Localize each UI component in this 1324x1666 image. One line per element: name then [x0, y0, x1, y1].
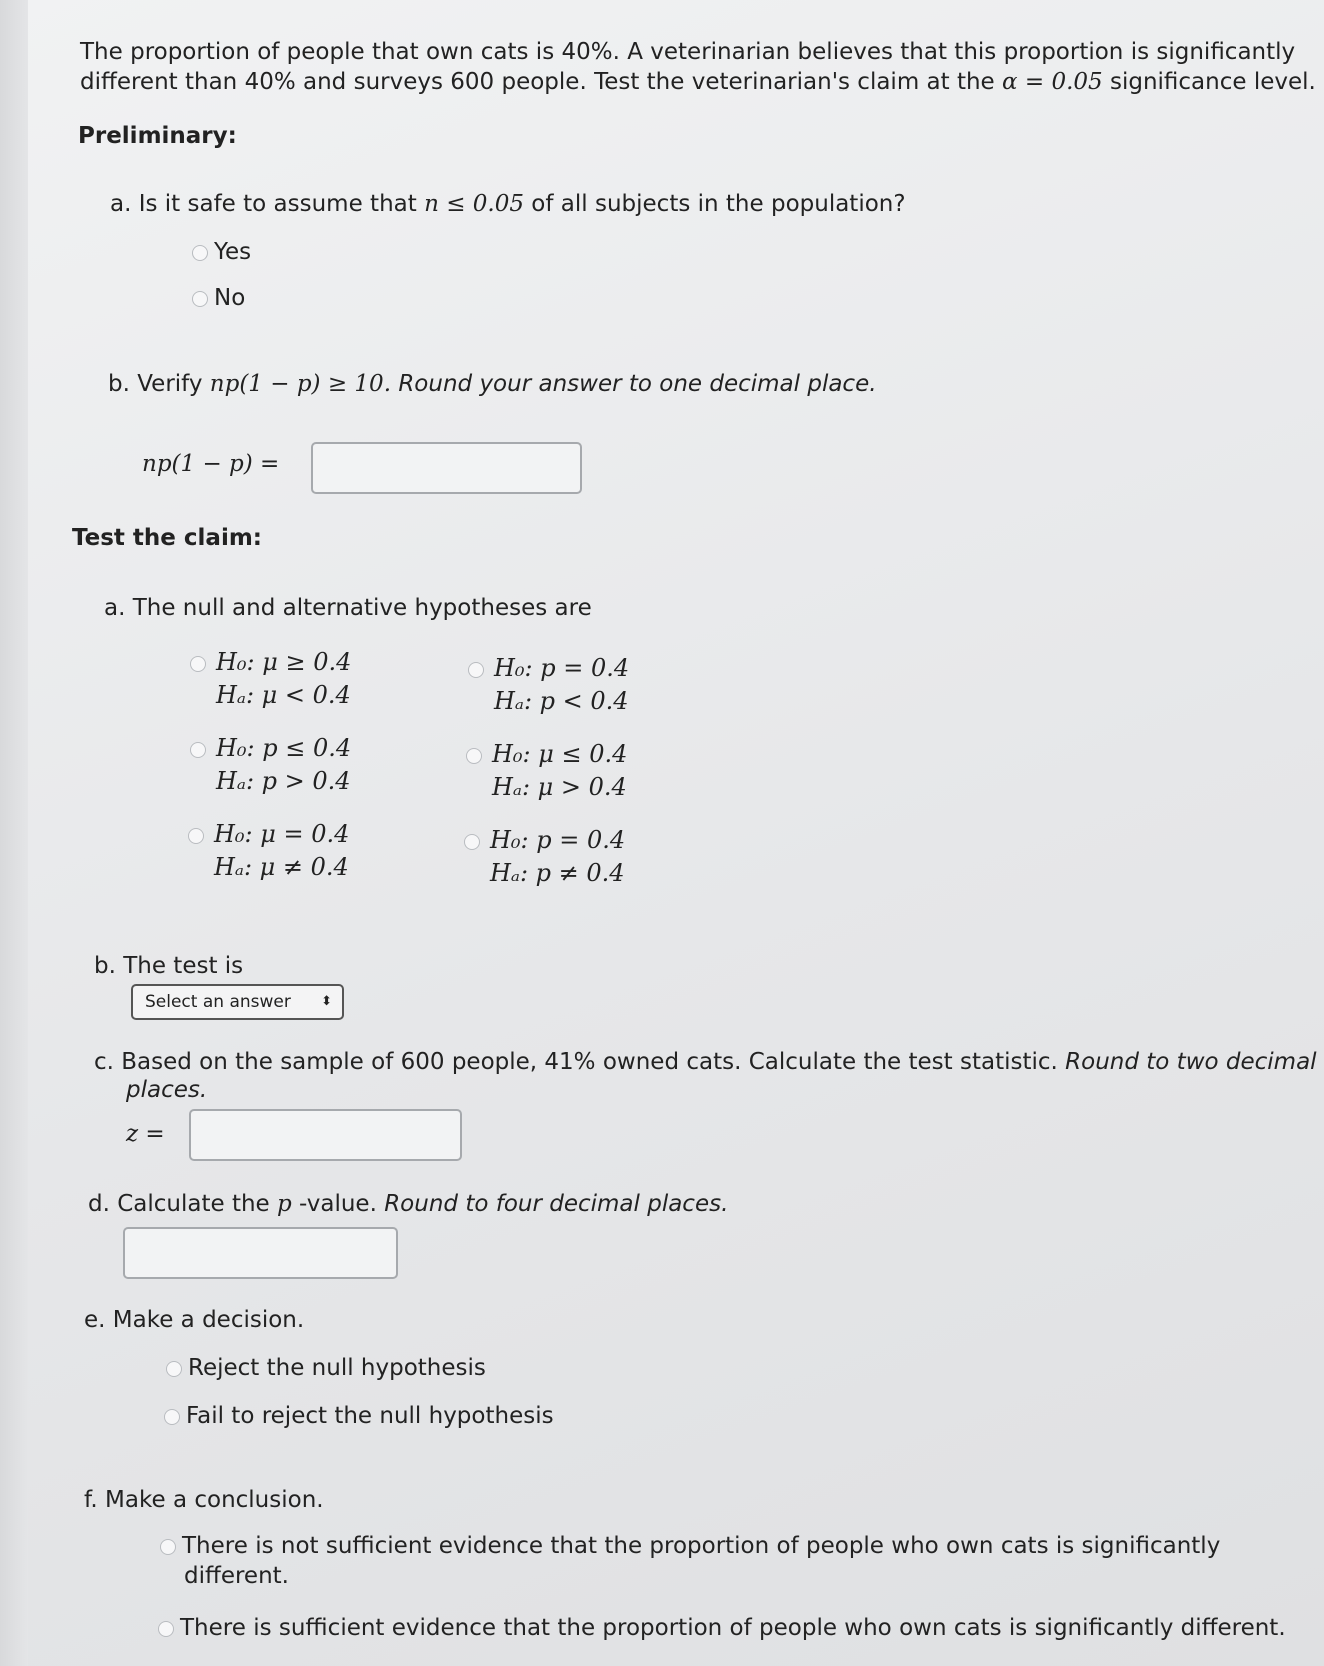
hypothesis-6-h0: H₀: p = 0.4: [490, 826, 626, 854]
problem-line-1: The proportion of people that own cats is 40%. A veterinarian believes that this proportion is significantly: [80, 39, 1296, 65]
hypothesis-option-1[interactable]: [190, 646, 351, 712]
qd-prefix: d. Calculate the: [88, 1191, 278, 1217]
hypothesis-6-ha: Hₐ: p ≠ 0.4: [490, 859, 625, 887]
hypothesis-1-ha: Hₐ: μ < 0.4: [216, 681, 351, 709]
hypothesis-3-h0: H₀: p ≤ 0.4: [216, 734, 352, 762]
select-arrows-icon: ⬍: [321, 994, 332, 1009]
problem-line-2: [80, 68, 1316, 96]
hypothesis-4-h0: H₀: μ ≤ 0.4: [492, 740, 628, 768]
np-input-label: np(1 − p) =: [142, 451, 280, 477]
hypothesis-2-ha: Hₐ: p < 0.4: [494, 687, 629, 715]
test-type-select[interactable]: [131, 984, 344, 1020]
radio-no-label: No: [214, 285, 246, 311]
p-value-question: [88, 1190, 728, 1218]
radio-circle-icon[interactable]: [466, 748, 482, 764]
hypothesis-option-2[interactable]: [468, 652, 629, 718]
qb-math: np(1 − p) ≥ 10.: [209, 371, 392, 397]
np-answer-input[interactable]: [311, 442, 582, 494]
radio-circle-icon[interactable]: [188, 828, 204, 844]
radio-circle-icon[interactable]: [166, 1361, 182, 1377]
radio-circle-icon[interactable]: [164, 1409, 180, 1425]
qa-suffix: of all subjects in the population?: [524, 191, 906, 217]
qc-text: c. Based on the sample of 600 people, 41% owned cats. Calculate the test statistic.: [94, 1049, 1066, 1075]
qb-instruction: Round your answer to one decimal place.: [398, 371, 877, 397]
hypothesis-4-ha: Hₐ: μ > 0.4: [492, 773, 627, 801]
preliminary-heading: Preliminary:: [78, 123, 237, 149]
radio-reject-label: Reject the null hypothesis: [188, 1355, 486, 1381]
qd-suffix: -value.: [291, 1191, 385, 1217]
radio-circle-icon[interactable]: [190, 656, 206, 672]
qa-math: n ≤ 0.05: [424, 191, 524, 217]
radio-not-sufficient[interactable]: [160, 1532, 1220, 1560]
hypothesis-option-6[interactable]: [464, 824, 625, 890]
radio-fail-to-reject-label: Fail to reject the null hypothesis: [186, 1403, 554, 1429]
alpha-expression: α = 0.05: [1002, 69, 1103, 95]
preliminary-question-a: [110, 190, 906, 218]
radio-reject[interactable]: [166, 1354, 486, 1382]
radio-sufficient[interactable]: [158, 1614, 1286, 1642]
left-edge: [0, 0, 28, 1666]
qc-instruction: Round to two decimal: [1065, 1049, 1317, 1075]
test-type-question: b. The test is: [94, 953, 244, 979]
radio-fail-to-reject[interactable]: [164, 1402, 554, 1430]
test-statistic-question-line-2: places.: [126, 1077, 208, 1103]
qd-instruction: Round to four decimal places.: [384, 1191, 729, 1217]
radio-circle-icon[interactable]: [190, 742, 206, 758]
hypothesis-5-ha: Hₐ: μ ≠ 0.4: [214, 853, 349, 881]
p-value-input[interactable]: [123, 1227, 398, 1279]
hypothesis-option-3[interactable]: [190, 732, 351, 798]
decision-question: e. Make a decision.: [84, 1307, 305, 1333]
radio-circle-icon[interactable]: [192, 245, 208, 261]
problem-line-2-text: different than 40% and surveys 600 people. Test the veterinarian's claim at the: [80, 69, 1003, 95]
radio-yes[interactable]: [192, 238, 251, 266]
test-heading: Test the claim:: [72, 525, 262, 551]
select-value: Select an answer: [145, 992, 291, 1012]
qb-prefix: b. Verify: [108, 371, 210, 397]
radio-circle-icon[interactable]: [160, 1539, 176, 1555]
qa-prefix: a. Is it safe to assume that: [110, 191, 425, 217]
hypothesis-3-ha: Hₐ: p > 0.4: [216, 767, 351, 795]
z-answer-input[interactable]: [189, 1109, 462, 1161]
z-input-label: z =: [126, 1121, 165, 1147]
radio-no[interactable]: [192, 284, 245, 312]
conclusion-question: f. Make a conclusion.: [84, 1487, 324, 1513]
problem-line-2-end: significance level.: [1102, 69, 1316, 95]
hypothesis-option-4[interactable]: [466, 738, 627, 804]
radio-circle-icon[interactable]: [192, 291, 208, 307]
hypothesis-5-h0: H₀: μ = 0.4: [214, 820, 350, 848]
hypothesis-2-h0: H₀: p = 0.4: [494, 654, 630, 682]
qd-math: p: [277, 1191, 292, 1217]
radio-circle-icon[interactable]: [468, 662, 484, 678]
hypotheses-question: a. The null and alternative hypotheses are: [104, 595, 592, 621]
radio-circle-icon[interactable]: [158, 1621, 174, 1637]
hypothesis-option-5[interactable]: [188, 818, 349, 884]
radio-not-sufficient-label-line-2: different.: [184, 1563, 289, 1589]
radio-sufficient-label: There is sufficient evidence that the proportion of people who own cats is significantly different.: [180, 1615, 1286, 1641]
radio-yes-label: Yes: [214, 239, 252, 265]
radio-circle-icon[interactable]: [464, 834, 480, 850]
radio-not-sufficient-label: There is not sufficient evidence that the proportion of people who own cats is significantly: [182, 1533, 1221, 1559]
test-statistic-question: [94, 1048, 1317, 1076]
hypothesis-1-h0: H₀: μ ≥ 0.4: [216, 648, 352, 676]
preliminary-question-b: [108, 370, 877, 398]
